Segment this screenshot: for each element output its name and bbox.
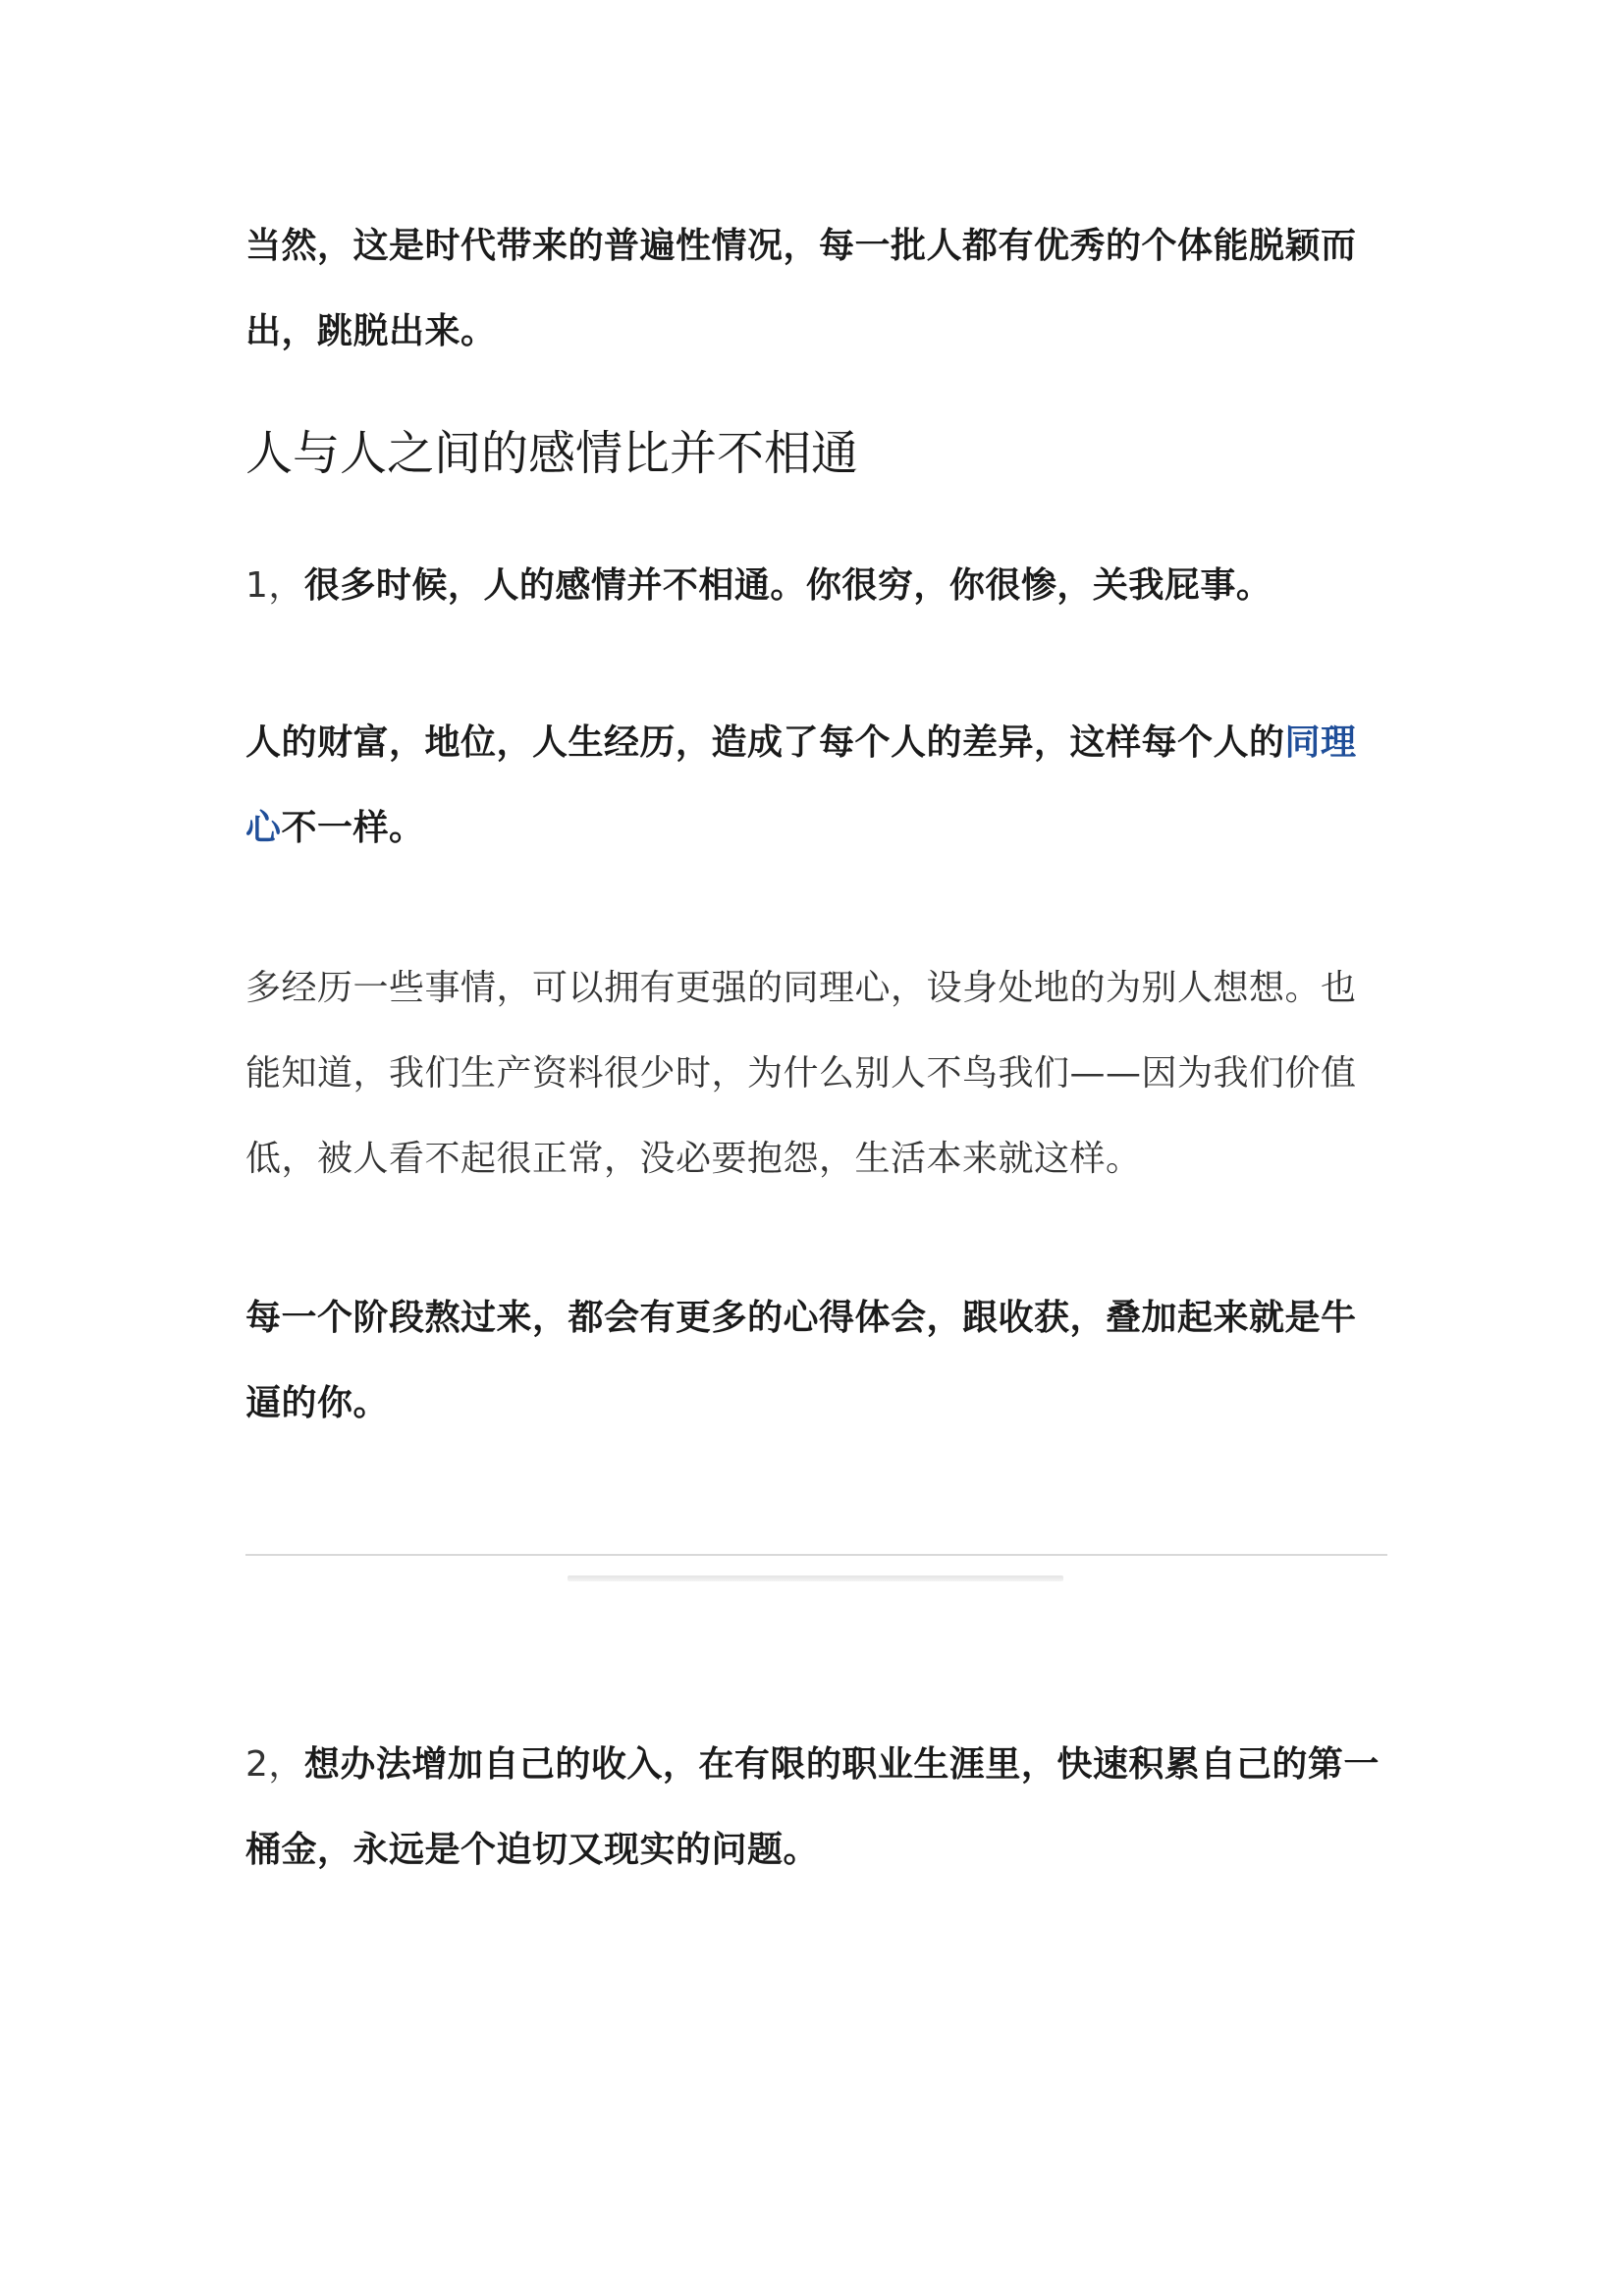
list-item-1	[245, 543, 1388, 628]
intro-paragraph	[245, 203, 1388, 374]
empathy-paragraph	[245, 700, 1388, 871]
list-item-2	[245, 1722, 1388, 1893]
section-divider	[245, 1554, 1387, 1556]
list-item-2-text: 想办法增加自己的收入，在有限的职业生涯里，快速积累自己的第一桶金，永远是个迫切又现实的问题。	[245, 1744, 1380, 1870]
section-heading: 人与人之间的感情比并不相通	[245, 426, 859, 481]
intro-paragraph-text: 当然，这是时代带来的普遍性情况，每一批人都有优秀的个体能脱颖而出，跳脱出来。	[245, 226, 1357, 351]
list-item-1-number: 1，	[245, 565, 304, 606]
empathy-link[interactable]: 同理心	[245, 722, 1357, 848]
growth-paragraph	[245, 1275, 1388, 1446]
experience-paragraph	[245, 945, 1388, 1201]
list-item-2-number: 2，	[245, 1744, 304, 1785]
empathy-paragraph-text-after: 不一样。	[281, 808, 425, 848]
experience-paragraph-text: 多经历一些事情，可以拥有更强的同理心，设身处地的为别人想想。也能知道，我们生产资料很少时，为什么别人不鸟我们——因为我们价值低，被人看不起很正常，没必要抱怨，生活本来就这样。	[245, 968, 1357, 1179]
empathy-paragraph-text-before: 人的财富，地位，人生经历，造成了每个人的差异，这样每个人的	[245, 722, 1285, 763]
growth-paragraph-text: 每一个阶段熬过来，都会有更多的心得体会，跟收获，叠加起来就是牛逼的你。	[245, 1298, 1357, 1423]
divider-shadow	[568, 1575, 1063, 1581]
list-item-1-text: 很多时候，人的感情并不相通。你很穷，你很惨，关我屁事。	[303, 565, 1272, 606]
